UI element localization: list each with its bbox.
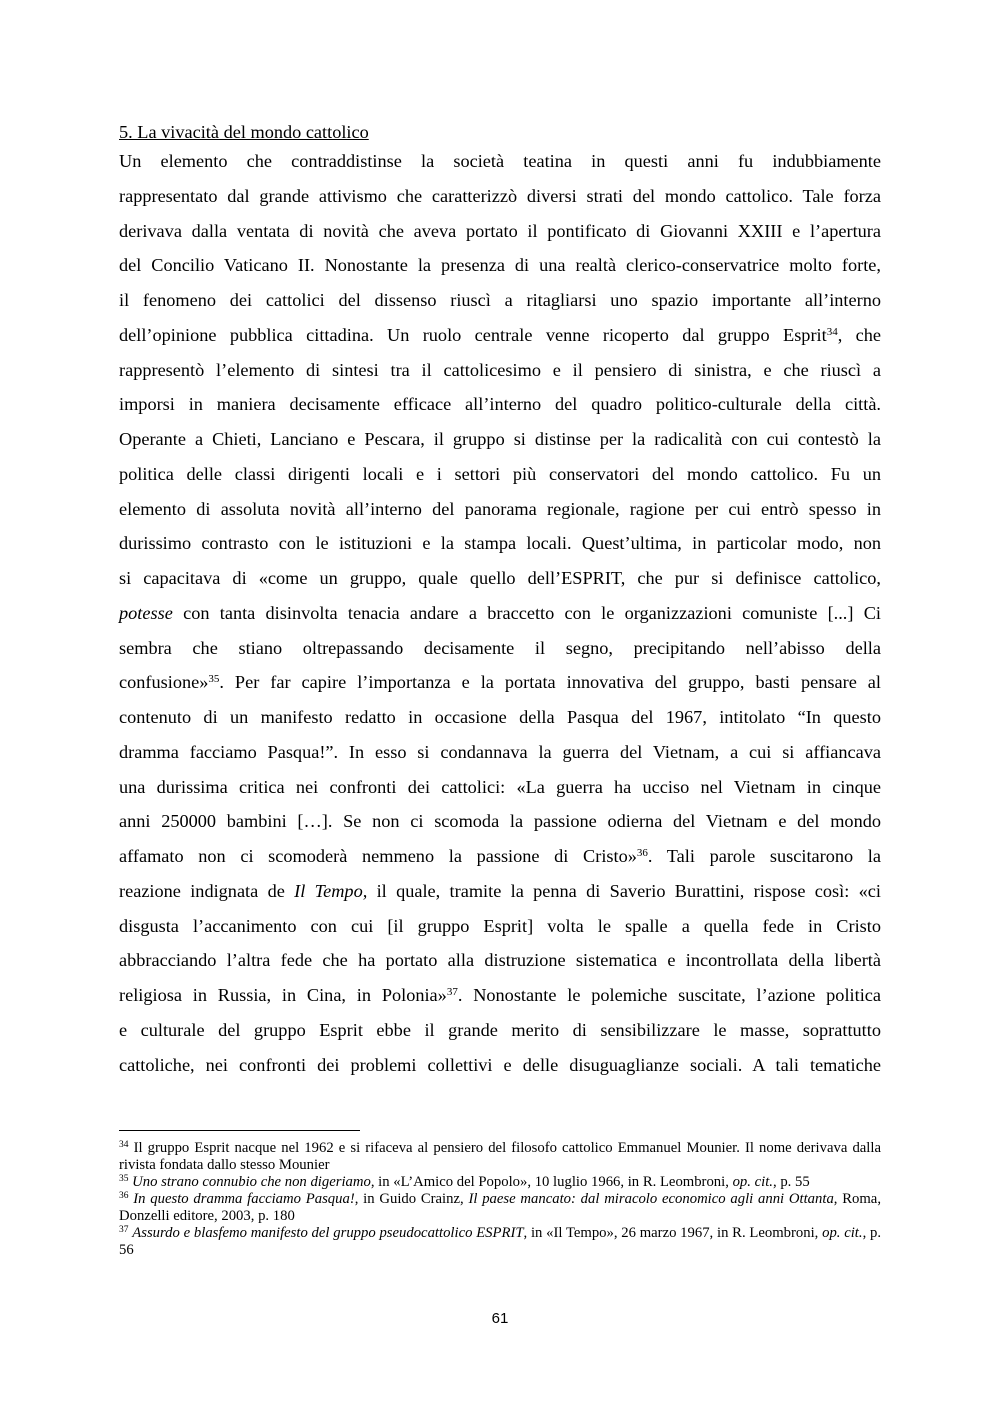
italic-text: Il paese mancato: dal miracolo economico agli anni Ottanta (468, 1191, 834, 1207)
body-line: elemento di assoluta novità all’interno del panorama regionale, ragione per cui entrò spesso in (119, 498, 881, 519)
italic-text: potesse (119, 602, 173, 623)
body-text (119, 144, 881, 1082)
body-line: durissimo contrasto con le istituzioni e la stampa locali. Quest’ultima, in particolar modo, non (119, 533, 881, 554)
body-line: dramma facciamo Pasqua!”. In esso si condannava la guerra del Vietnam, a cui si affiancava (119, 741, 881, 762)
footnote-number: 36 (119, 1191, 129, 1201)
footnote-separator (119, 1130, 360, 1131)
body-line: anni 250000 bambini […]. Se non ci scomoda la passione odierna del Vietnam e del mondo (119, 811, 881, 832)
italic-text: In questo dramma facciamo Pasqua! (133, 1191, 355, 1207)
body-line: il fenomeno dei cattolici del dissenso riuscì a ritagliarsi uno spazio importante all’interno (119, 290, 881, 310)
body-line: Operante a Chieti, Lanciano e Pescara, il gruppo si distinse per la radicalità con cui contestò la (119, 429, 881, 449)
italic-text: Il Tempo, (294, 880, 368, 901)
body-line: disgusta l’accanimento con cui [il gruppo Esprit] volta le spalle a quella fede in Cristo (119, 915, 881, 936)
italic-text: Uno strano connubio che non digeriamo (132, 1174, 371, 1190)
body-line: confusione»$^{35}$. Per far capire l’importanza e la portata innovativa del gruppo, basti pensare al (119, 672, 881, 693)
page-content (119, 120, 881, 1082)
body-line: potesse con tanta disinvolta tenacia andare a braccetto con le organizzazioni comuniste [...] Ci (119, 602, 881, 623)
footnotes (119, 1140, 881, 1259)
footnote-ref: 37 (446, 986, 458, 998)
footnote-35: $^{35}$ Uno strano connubio che non digeriamo, in «L’Amico del Popolo», 10 luglio 1966, in R. Leombroni, op. cit., p. 55 (119, 1174, 810, 1190)
italic-text: Assurdo e blasfemo manifesto del gruppo pseudocattolico ESPRIT (132, 1225, 524, 1241)
footnote-number: 34 (119, 1140, 129, 1150)
footnote-ref: 36 (636, 847, 648, 859)
body-line: imporsi in maniera decisamente efficace all’interno del quadro politico-culturale della città. (119, 394, 881, 415)
body-line: reazione indignata de Il Tempo, il quale, tramite la penna di Saverio Burattini, rispose così: «ci (119, 880, 881, 901)
body-line: derivava dalla ventata di novità che aveva portato il pontificato di Giovanni XXIII e l’apertura (119, 220, 881, 241)
body-line: rappresentato dal grande attivismo che caratterizzò diversi strati del mondo cattolico. Tale forza (119, 185, 881, 206)
body-line: Un elemento che contraddistinse la società teatina in questi anni fu indubbiamente (119, 151, 881, 171)
body-line: affamato non ci scomoderà nemmeno la passione di Cristo»$^{36}$. Tali parole suscitarono la (119, 846, 881, 866)
body-line: politica delle classi dirigenti locali e i settori più conservatori del mondo cattolico. Fu un (119, 463, 881, 484)
italic-text: op. cit. (732, 1174, 773, 1190)
body-line: abbracciando l’altra fede che ha portato alla distruzione sistematica e incontrollata della libertà (119, 950, 881, 971)
body-line: rappresentò l’elemento di sintesi tra il cattolicesimo e il pensiero di sinistra, e che riuscì a (119, 359, 881, 380)
footnote-36: $^{36}$ In questo dramma facciamo Pasqua!, in Guido Crainz, Il paese mancato: dal miracolo economico agli anni Ottanta, Roma, Donzelli editore, 2003, p. 180 (119, 1191, 881, 1224)
footnote-34: $^{34}$ Il gruppo Esprit nacque nel 1962 e si rifaceva al pensiero del filosofo cattolico Emmanuel Mounier. Il nome derivava dalla rivista fondata dallo stesso Mounier (119, 1140, 881, 1173)
page-number: 61 (491, 1310, 509, 1327)
footnote-number: 35 (119, 1174, 129, 1184)
body-line: contenuto di un manifesto redatto in occasione della Pasqua del 1967, intitolato “In questo (119, 707, 881, 727)
body-line: del Concilio Vaticano II. Nonostante la presenza di una realtà clerico-conservatrice molto forte, (119, 255, 881, 276)
footnote-number: 37 (119, 1225, 129, 1235)
footnote-37: $^{37}$ Assurdo e blasfemo manifesto del gruppo pseudocattolico ESPRIT, in «Il Tempo», 26 marzo 1967, in R. Leombroni, op. cit., p. 56 (119, 1225, 882, 1258)
body-line: una durissima critica nei confronti dei cattolici: «La guerra ha ucciso nel Vietnam in cinque (119, 776, 881, 797)
footnote-ref: 35 (208, 673, 220, 686)
body-line: dell’opinione pubblica cittadina. Un ruolo centrale venne ricoperto dal gruppo Esprit$^{34}$, che (119, 324, 881, 345)
body-line: e culturale del gruppo Esprit ebbe il grande merito di sensibilizzare le masse, soprattutto (119, 1019, 881, 1040)
footnote-ref: 34 (826, 325, 838, 338)
body-line: religiosa in Russia, in Cina, in Polonia»$^{37}$. Nonostante le polemiche suscitate, l’azione politica (119, 985, 881, 1005)
body-line: cattoliche, nei confronti dei problemi collettivi e delle disuguaglianze sociali. A tali tematiche (119, 1054, 881, 1075)
body-line: sembra che stiano oltrepassando decisamente il segno, precipitando nell’abisso della (119, 637, 881, 658)
body-line: si capacitava di «come un gruppo, quale quello dell’ESPRIT, che pur si definisce cattolico, (119, 568, 881, 588)
section-heading: 5. La vivacità del mondo cattolico (119, 122, 369, 142)
italic-text: op. cit. (822, 1225, 863, 1241)
